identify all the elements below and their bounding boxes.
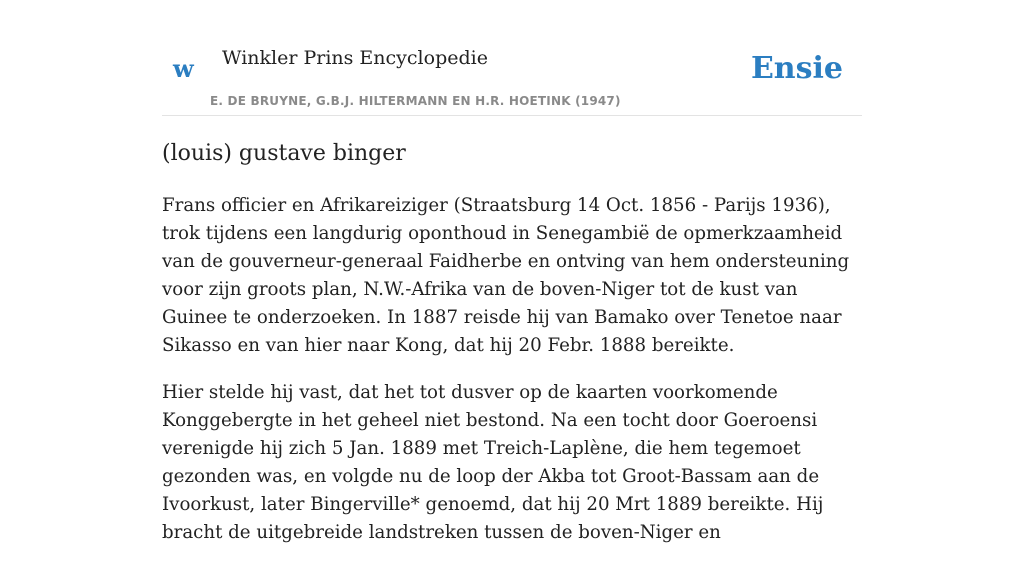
ensie-brand-link[interactable]: Ensie (750, 51, 843, 86)
source-authors: E. DE BRUYNE, G.B.J. HILTERMANN EN H.R. HOETINK (1947) (210, 94, 621, 108)
article-paragraph: Frans officier en Afrikareiziger (Straatsburg 14 Oct. 1856 - Parijs 1936), trok tijdens een langdurig oponthoud in Senegambië de opmerkzaamheid van de gouverneur-generaal Faidherbe en ontving van hem ondersteuning voor zijn groots plan, N.W.-Afrika van de boven-Niger tot de kust van Guinee te onderzoeken. In 1887 reisde hij van Bamako over Tenetoe naar Sikasso en van hier naar Kong, dat hij 20 Febr. 1888 bereikte. (162, 195, 850, 356)
site-logo[interactable]: w (173, 54, 194, 83)
article-body (162, 192, 862, 566)
site-title[interactable]: Winkler Prins Encyclopedie (222, 47, 488, 69)
article-paragraph: Hier stelde hij vast, dat het tot dusver op de kaarten voorkomende Konggebergte in het geheel niet bestond. Na een tocht door Goeroensi verenigde hij zich 5 Jan. 1889 met Treich-Laplène, die hem tegemoet gezonden was, en volgde nu de loop der Akba tot Groot-Bassam aan de Ivoorkust, later Bingerville* genoemd, dat hij 20 Mrt 1889 bereikte. Hij bracht de uitgebreide landstreken tussen de boven-Niger en (162, 382, 824, 543)
article-title: (louis) gustave binger (162, 141, 406, 166)
site-header (162, 0, 862, 116)
content-container (162, 0, 862, 543)
